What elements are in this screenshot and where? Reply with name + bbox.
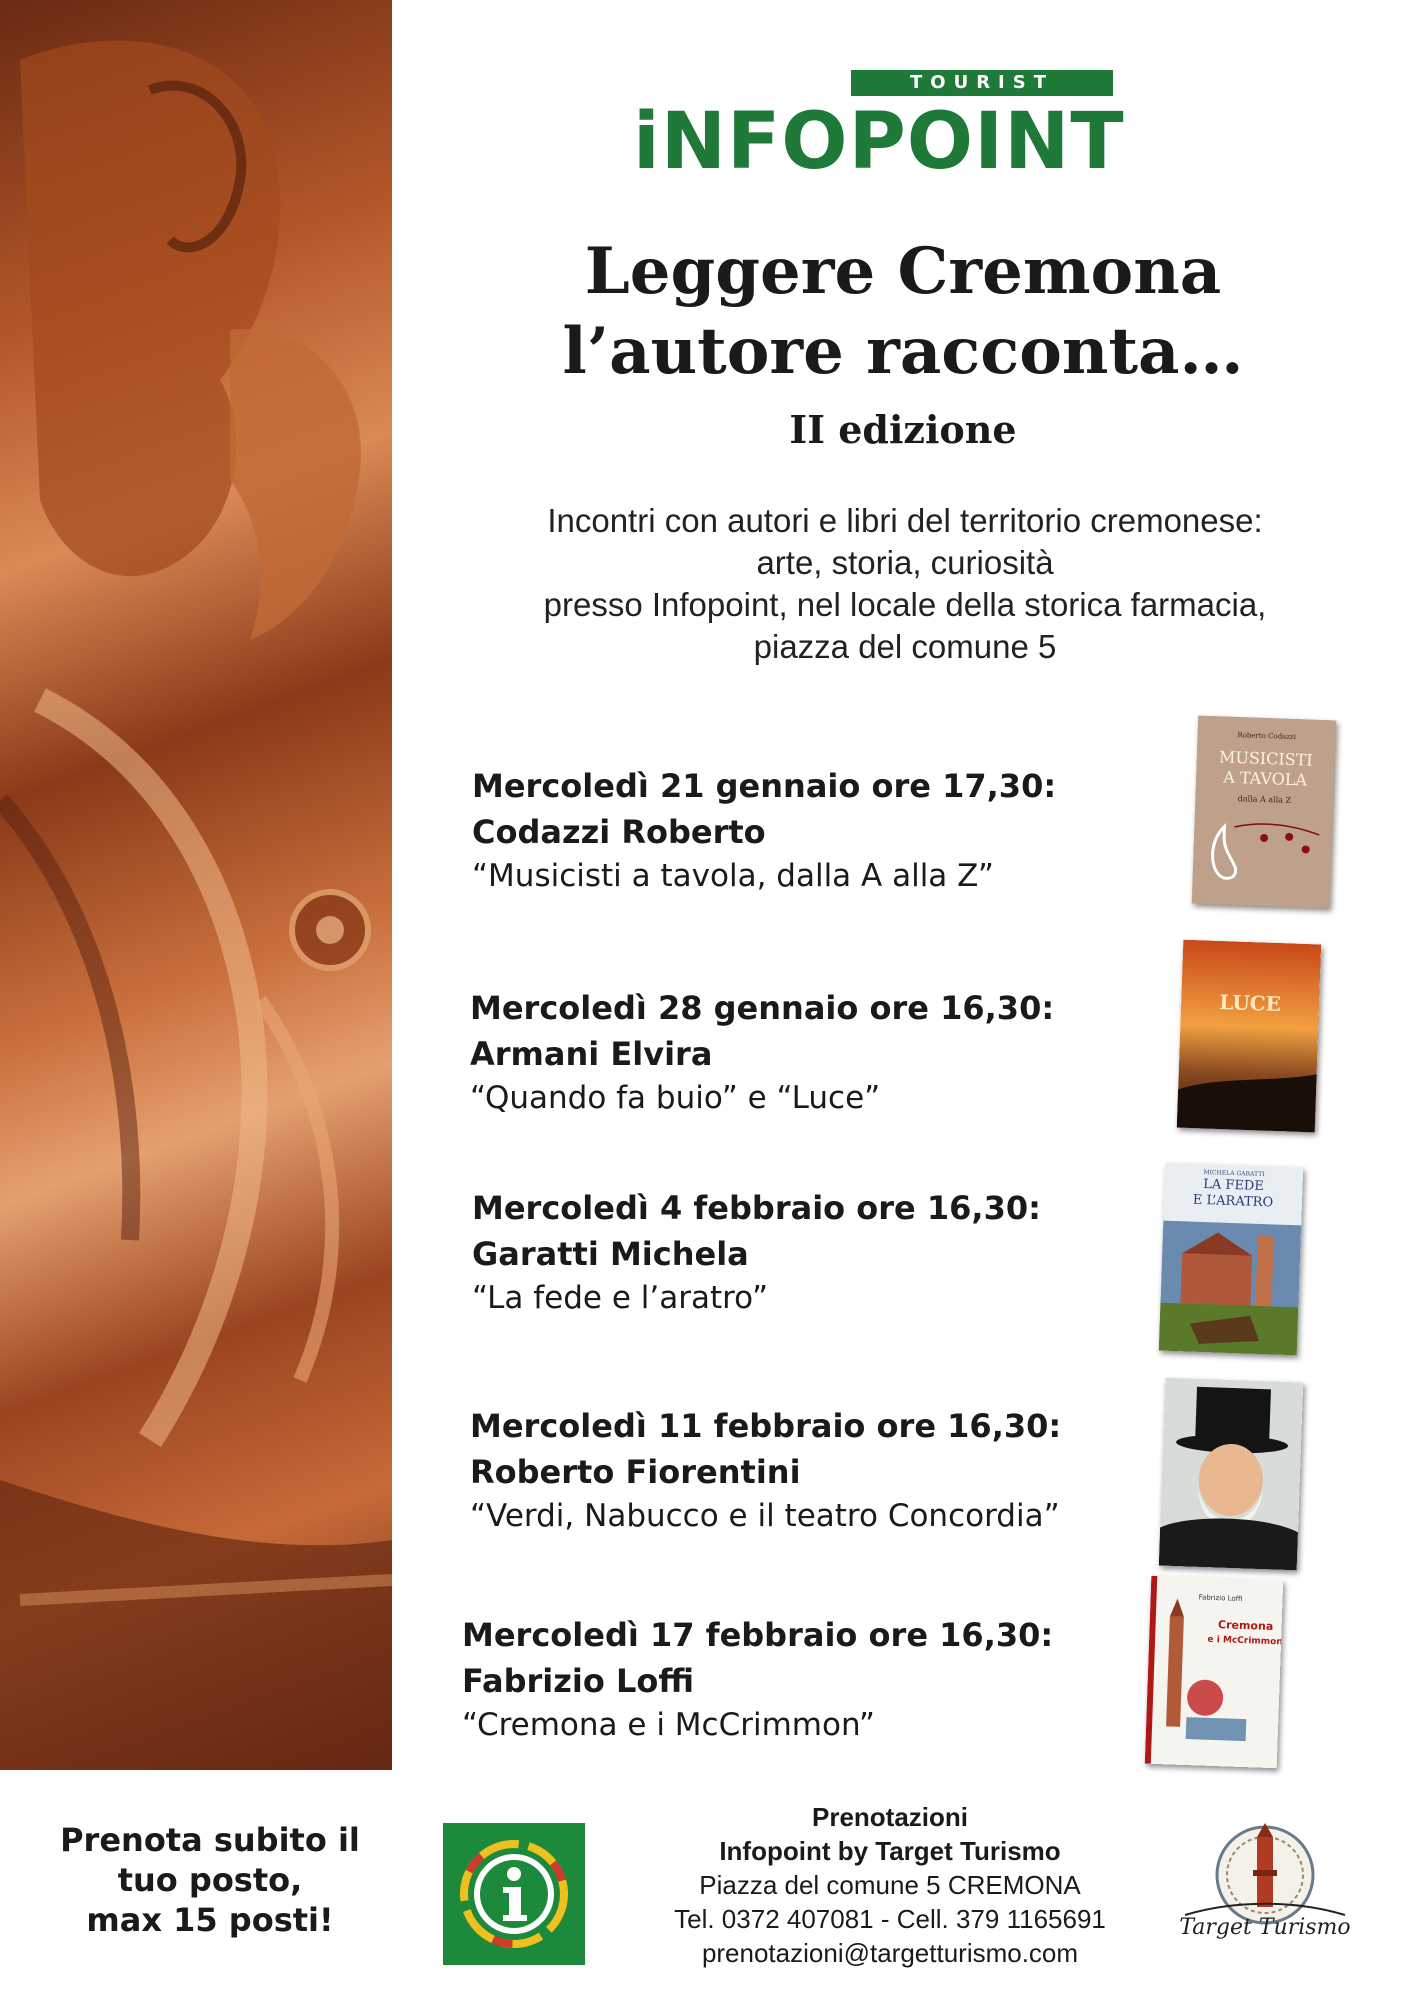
event-book-title: “Musicisti a tavola, dalla A alla Z” (472, 858, 994, 894)
intro-line: Incontri con autori e libri del territorio cremonese: (547, 502, 1263, 539)
booking-call-to-action (30, 1820, 390, 1940)
intro-line: arte, storia, curiosità (756, 544, 1054, 581)
cover-title: A TAVOLA (1222, 767, 1308, 790)
contacts-heading: Prenotazioni (811, 1802, 968, 1832)
cover-author: Fabrizio Loffi (1198, 1593, 1243, 1603)
event-date: Mercoledì 17 febbraio ore 16,30: (462, 1616, 1054, 1654)
event-author: Garatti Michela (472, 1235, 749, 1273)
cta-line: max 15 posti! (86, 1901, 334, 1939)
contacts-email: prenotazioni@targetturismo.com (701, 1938, 1079, 1968)
event-author: Fabrizio Loffi (462, 1662, 695, 1700)
cta-line: Prenota subito il (60, 1821, 360, 1859)
verdi-portrait (1159, 1378, 1303, 1571)
event-4 (470, 1403, 1061, 1537)
book-cover-fede-aratro (1159, 1163, 1303, 1356)
event-5 (462, 1612, 1053, 1746)
wood-carving-photo (0, 0, 392, 1770)
logo-infopoint-label: iNFOPOINT (633, 97, 1125, 187)
event-3 (472, 1185, 1041, 1319)
target-turismo-logo (1165, 1815, 1365, 1975)
edition-label: II edizione (789, 407, 1017, 452)
contacts-address: Piazza del comune 5 CREMONA (699, 1870, 1081, 1900)
page-subtitle: l’autore racconta… (562, 314, 1244, 389)
event-book-title: “Cremona e i McCrimmon” (462, 1707, 875, 1743)
event-2 (470, 985, 1054, 1119)
book-cover-mccrimmon (1145, 1576, 1283, 1768)
book-cover-luce (1177, 940, 1321, 1133)
cover-title: E L’ARATRO (1192, 1192, 1274, 1211)
infopoint-logo (633, 70, 1125, 200)
event-date: Mercoledì 4 febbraio ore 16,30: (472, 1189, 1041, 1227)
cover-title: LUCE (1218, 989, 1282, 1017)
cover-title: LA FEDE (1203, 1176, 1265, 1195)
cta-line: tuo posto, (117, 1861, 303, 1899)
event-date: Mercoledì 11 febbraio ore 16,30: (470, 1407, 1062, 1445)
target-turismo-label: Target Turismo (1179, 1915, 1351, 1940)
intro-line: piazza del comune 5 (753, 628, 1057, 665)
contacts-organization: Infopoint by Target Turismo (719, 1836, 1061, 1866)
cover-title: e i McCrimmon (1207, 1634, 1283, 1648)
event-date: Mercoledì 28 gennaio ore 16,30: (470, 989, 1055, 1027)
page-title: Leggere Cremona (584, 234, 1222, 309)
logo-tourist-label: TOURIST (851, 70, 1113, 96)
cover-title: MUSICISTI (1218, 747, 1314, 770)
cover-title: Cremona (1217, 1618, 1274, 1634)
event-book-title: “La fede e l’aratro” (472, 1280, 769, 1316)
cover-author: MICHELA GARATTI (1203, 1168, 1265, 1179)
intro-line: presso Infopoint, nel locale della storica farmacia, (543, 586, 1267, 623)
info-icon (443, 1823, 585, 1965)
event-book-title: “Quando fa buio” e “Luce” (470, 1080, 881, 1116)
event-author: Roberto Fiorentini (470, 1453, 801, 1491)
booking-contacts (640, 1800, 1140, 1970)
contacts-phones: Tel. 0372 407081 - Cell. 379 1165691 (674, 1904, 1106, 1934)
cover-author: Roberto Codazzi (1237, 731, 1297, 742)
event-author: Armani Elvira (470, 1035, 713, 1073)
event-book-title: “Verdi, Nabucco e il teatro Concordia” (470, 1498, 1060, 1534)
event-author: Codazzi Roberto (472, 813, 766, 851)
event-date: Mercoledì 21 gennaio ore 17,30: (472, 767, 1057, 805)
cover-subtitle: dalla A alla Z (1237, 794, 1292, 805)
event-1 (472, 763, 1056, 897)
book-cover-musicisti (1192, 716, 1336, 909)
intro-text (430, 500, 1380, 668)
